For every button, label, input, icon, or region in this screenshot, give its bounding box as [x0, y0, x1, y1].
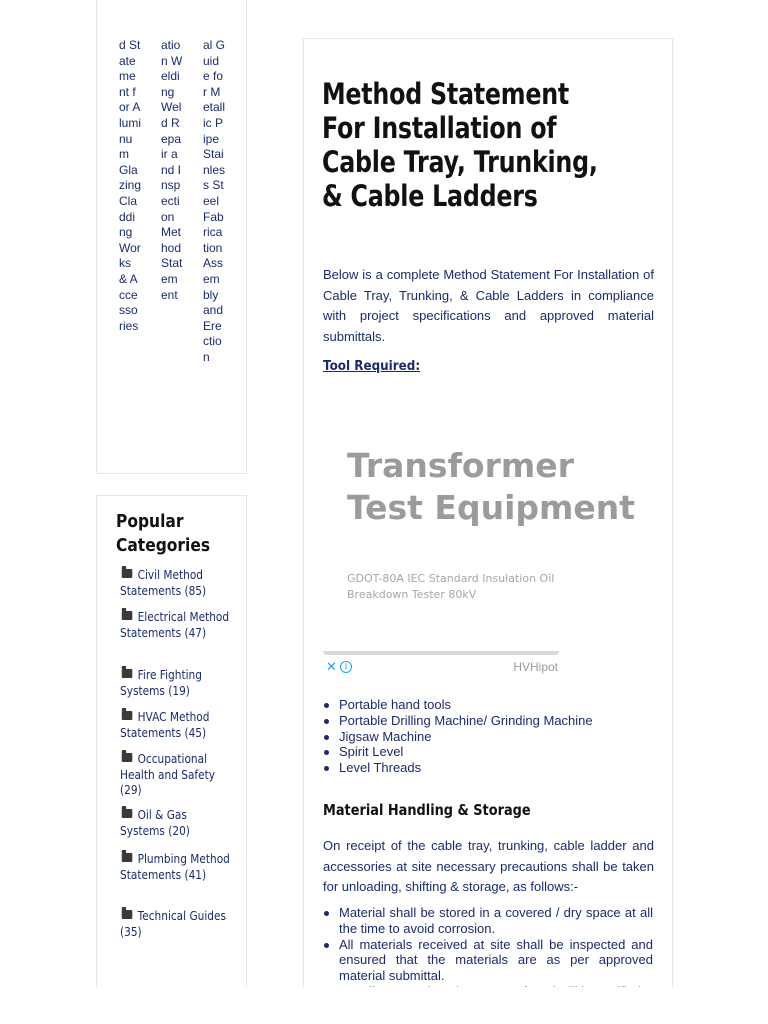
category-count: (20): [168, 823, 190, 838]
advertisement[interactable]: [323, 419, 636, 679]
ad-subtext[interactable]: GDOT-80A IEC Standard Insulation Oil Breakdown Tester 80kV: [347, 572, 555, 601]
article-title: Method Statement For Installation of Cable Tray, Trunking, & Cable Ladders: [322, 77, 598, 213]
ad-brand[interactable]: HVHipot: [513, 660, 558, 674]
list-item: All materials received at site shall be inspected and ensured that the materials are as per approved material submittal.: [322, 937, 653, 984]
category-link-electrical[interactable]: Electrical Method Statements (47): [120, 610, 230, 640]
category-count: (19): [168, 683, 190, 698]
folder-icon: [122, 669, 133, 678]
category-count: (41): [184, 867, 207, 882]
category-count: (45): [184, 725, 207, 740]
category-link-civil[interactable]: Civil Method Statements (85): [120, 568, 207, 598]
related-posts-widget: [96, 0, 247, 474]
category-count: (35): [120, 924, 142, 939]
storage-list: [322, 905, 653, 1000]
category-link-ohs[interactable]: Occupational Health and Safety (29): [120, 752, 216, 798]
page-bottom-margin: [0, 987, 768, 1024]
folder-icon: [122, 569, 133, 578]
category-link-technical-guides[interactable]: Technical Guides (35): [120, 909, 226, 939]
tools-heading: Tool Required:: [323, 359, 421, 374]
category-link-oil-gas[interactable]: Oil & Gas Systems (20): [120, 808, 190, 838]
list-item: Spirit Level: [322, 744, 652, 760]
list-item: Material shall be stored in a covered / dry space at all the time to avoid corrosion.: [322, 905, 653, 937]
article-panel: [303, 38, 673, 1024]
category-count: (47): [184, 625, 207, 640]
widget-title: Popular Categories: [116, 511, 211, 556]
list-item: Jigsaw Machine: [322, 729, 652, 745]
category-count: (29): [120, 783, 142, 798]
related-post-link[interactable]: ation Welding Weld Repair and Inspection Method Statement: [161, 38, 183, 302]
related-post-link[interactable]: d Statement for Aluminum Glazing Cladding Works & Accessories: [119, 38, 142, 333]
folder-icon: [122, 711, 133, 720]
folder-icon: [122, 853, 133, 862]
list-item: Portable hand tools: [322, 697, 652, 713]
folder-icon: [122, 809, 133, 818]
info-icon[interactable]: i: [340, 661, 352, 673]
category-link-hvac[interactable]: HVAC Method Statements (45): [120, 710, 210, 740]
category-link-plumbing[interactable]: Plumbing Method Statements (41): [120, 852, 230, 882]
category-link-fire-fighting[interactable]: Fire Fighting Systems (19): [120, 668, 202, 698]
related-post-link[interactable]: al Guide for Metallic Pipe Stainless Steel Fabrication Assembly and Erection: [203, 38, 226, 364]
folder-icon: [122, 910, 133, 919]
category-count: (85): [184, 583, 207, 598]
folder-icon: [122, 611, 133, 620]
list-item: Level Threads: [322, 760, 652, 776]
ad-controls: [322, 658, 558, 678]
article-intro: Below is a complete Method Statement For Installation of Cable Tray, Trunking, & Cable Ladders in compliance with project specifications and approved material submittals.: [323, 267, 654, 344]
tools-list: [322, 697, 652, 776]
section-paragraph: On receipt of the cable tray, trunking, cable ladder and accessories at site necessary precautions shall be taken for unloading, shifting & storage, as follows:-: [323, 838, 654, 894]
folder-icon: [122, 753, 133, 762]
ad-headline[interactable]: Transformer Test Equipment: [347, 446, 636, 527]
popular-categories-widget: [96, 495, 247, 995]
ad-divider: [323, 651, 559, 655]
close-icon[interactable]: ✕: [326, 660, 337, 675]
list-item: Portable Drilling Machine/ Grinding Machine: [322, 713, 652, 729]
section-heading: Material Handling & Storage: [323, 801, 531, 819]
